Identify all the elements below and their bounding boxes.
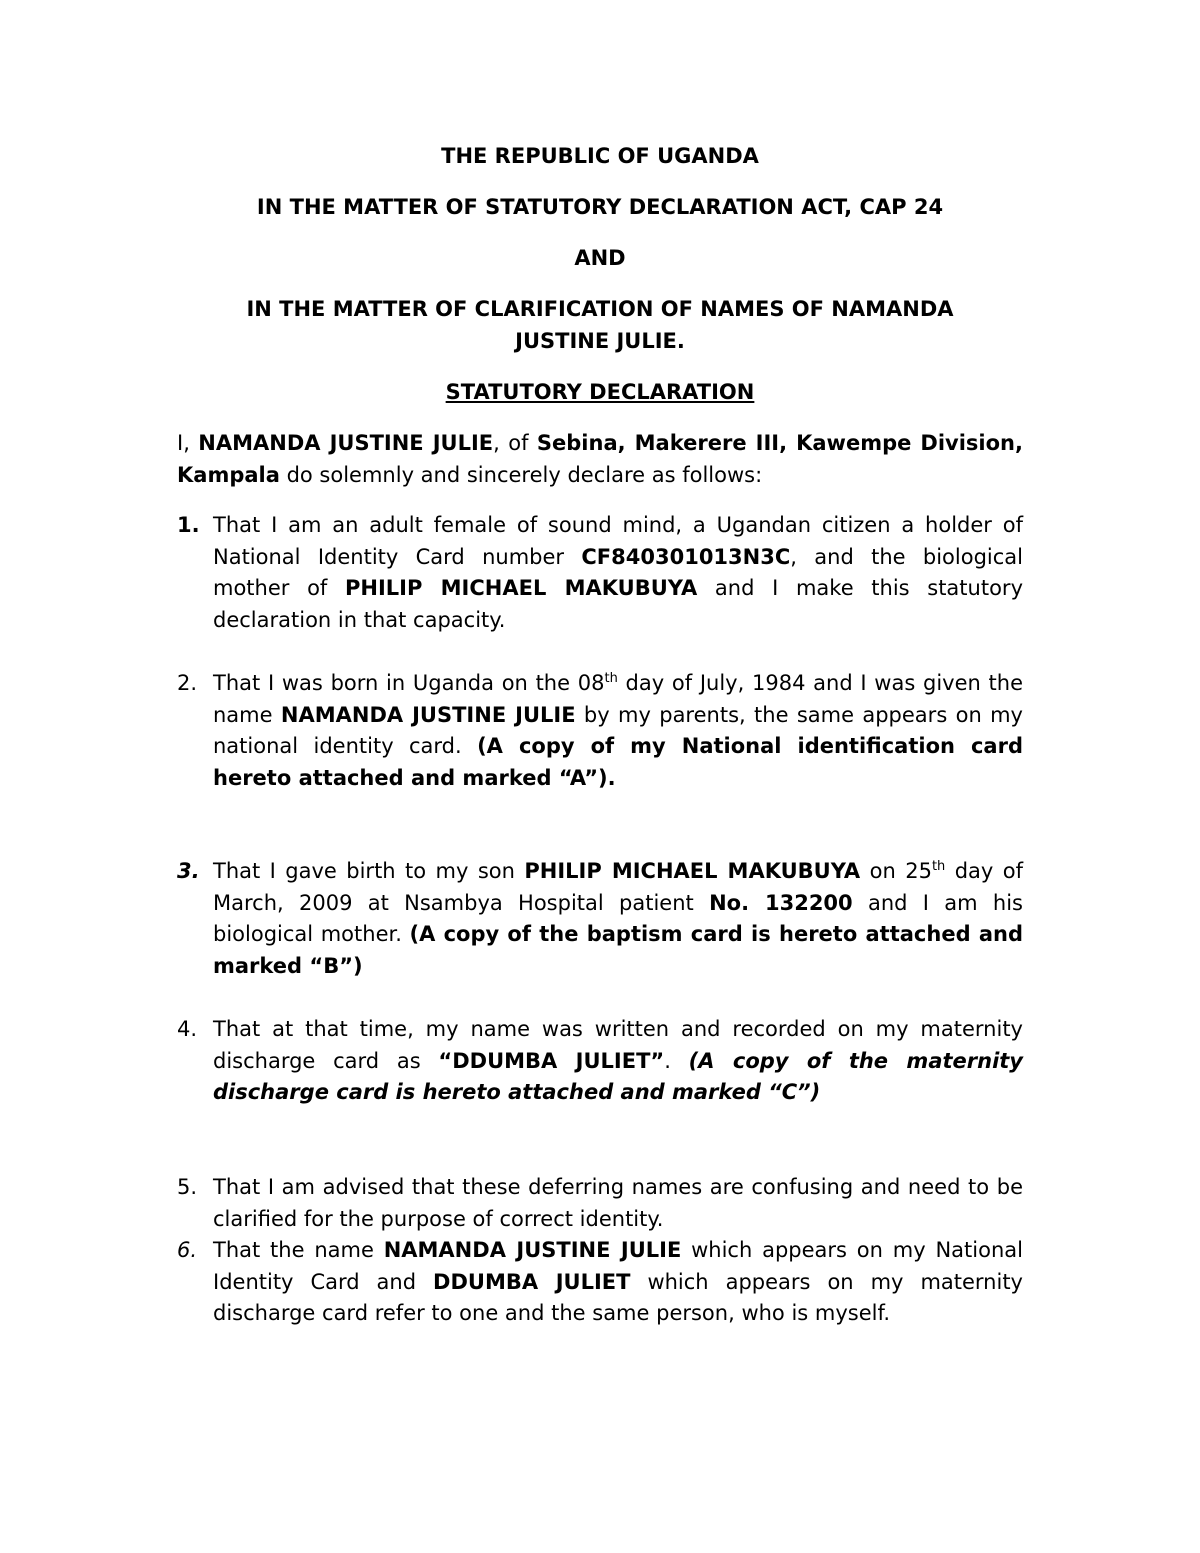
item-text-run: and I make this statutory declaration in that capacity. <box>213 576 1023 632</box>
item-number: 2. <box>177 671 198 695</box>
exhibit-note: (A copy of my National identification card hereto attached and marked “A”). <box>213 734 1023 790</box>
item-text-run: and I am his biological mother. <box>213 890 1023 946</box>
son-name: PHILIP MICHAEL MAKUBUYA <box>524 859 861 883</box>
document-page <box>177 0 1023 1553</box>
patient-number: No. 132200 <box>709 890 853 915</box>
item-text-run: That I am an adult female of sound mind, a Ugandan citizen a holder of National Identity Card number <box>213 513 1023 569</box>
intro-text: I, <box>177 431 199 455</box>
item-text <box>213 1235 1023 1330</box>
item-number: 6. <box>177 1238 198 1262</box>
declarant-name: NAMANDA JUSTINE JULIE <box>198 431 494 455</box>
item-text-run: by my parents, the same appears on my national identity card. <box>213 702 1023 758</box>
item-text-run: on 25 <box>860 859 932 883</box>
declarant-address: Sebina, Makerere III, Kawempe Division, Kampala <box>177 431 1023 487</box>
item-text-run: That at that time, my name was written and recorded on my maternity discharge card as <box>213 1017 1023 1073</box>
item-text-run: . <box>664 1048 689 1073</box>
item-text-run: That the name <box>213 1238 384 1262</box>
item-text-run: day of March, 2009 at Nsambya Hospital patient <box>213 859 1024 915</box>
item-text-run: That I was born in Uganda on the 08 <box>213 671 605 695</box>
item-text <box>213 668 1023 794</box>
item-text-run: , and the biological mother of <box>213 544 1023 600</box>
heading-matter-names-line2: JUSTINE JULIE. <box>515 329 685 353</box>
intro-paragraph <box>177 427 1023 491</box>
document-title <box>177 376 1023 408</box>
heading-republic: THE REPUBLIC OF UGANDA <box>441 144 759 168</box>
intro-text: , of <box>493 431 537 455</box>
item-number: 5. <box>177 1175 198 1199</box>
item-text <box>213 1014 1023 1109</box>
ordinal-suffix: th <box>604 671 618 686</box>
item-text-run: which appears on my National Identity Card and <box>213 1238 1023 1294</box>
item-text <box>213 510 1023 636</box>
item-text-run: which appears on my maternity discharge card refer to one and the same person, who is myself. <box>213 1269 1023 1325</box>
exhibit-note: (A copy of the maternity discharge card is hereto attached and marked “C”) <box>213 1048 1024 1104</box>
ordinal-suffix: th <box>931 859 946 874</box>
declarant-name: NAMANDA JUSTINE JULIE <box>383 1238 682 1262</box>
intro-text: do solemnly and sincerely declare as follows: <box>279 463 763 487</box>
heading-and: AND <box>574 246 626 270</box>
document-title-text: STATUTORY DECLARATION <box>445 380 755 404</box>
item-text: That I am advised that these deferring names are confusing and need to be clarified for the purpose of correct identity. <box>213 1175 1023 1231</box>
item-text-run: That I gave birth to my son <box>213 859 525 883</box>
item-text-run: day of July, 1984 and I was given the name <box>213 671 1023 727</box>
item-number: 1. <box>177 513 200 537</box>
heading-matter-names-line1: IN THE MATTER OF CLARIFICATION OF NAMES OF NAMANDA <box>246 297 954 321</box>
heading-matter-act: IN THE MATTER OF STATUTORY DECLARATION ACT, CAP 24 <box>256 195 944 219</box>
alias-name: DDUMBA JULIET <box>433 1269 631 1294</box>
item-number: 3. <box>177 859 200 883</box>
son-name: PHILIP MICHAEL MAKUBUYA <box>344 576 698 600</box>
id-card-number: CF840301013N3C <box>581 544 791 569</box>
declarant-name: NAMANDA JUSTINE JULIE <box>280 702 576 727</box>
item-text <box>213 856 1023 982</box>
exhibit-note: (A copy of the baptism card is hereto attached and marked “B”) <box>213 922 1023 978</box>
item-number: 4. <box>177 1017 198 1041</box>
alias-name: “DDUMBA JULIET” <box>438 1048 665 1073</box>
